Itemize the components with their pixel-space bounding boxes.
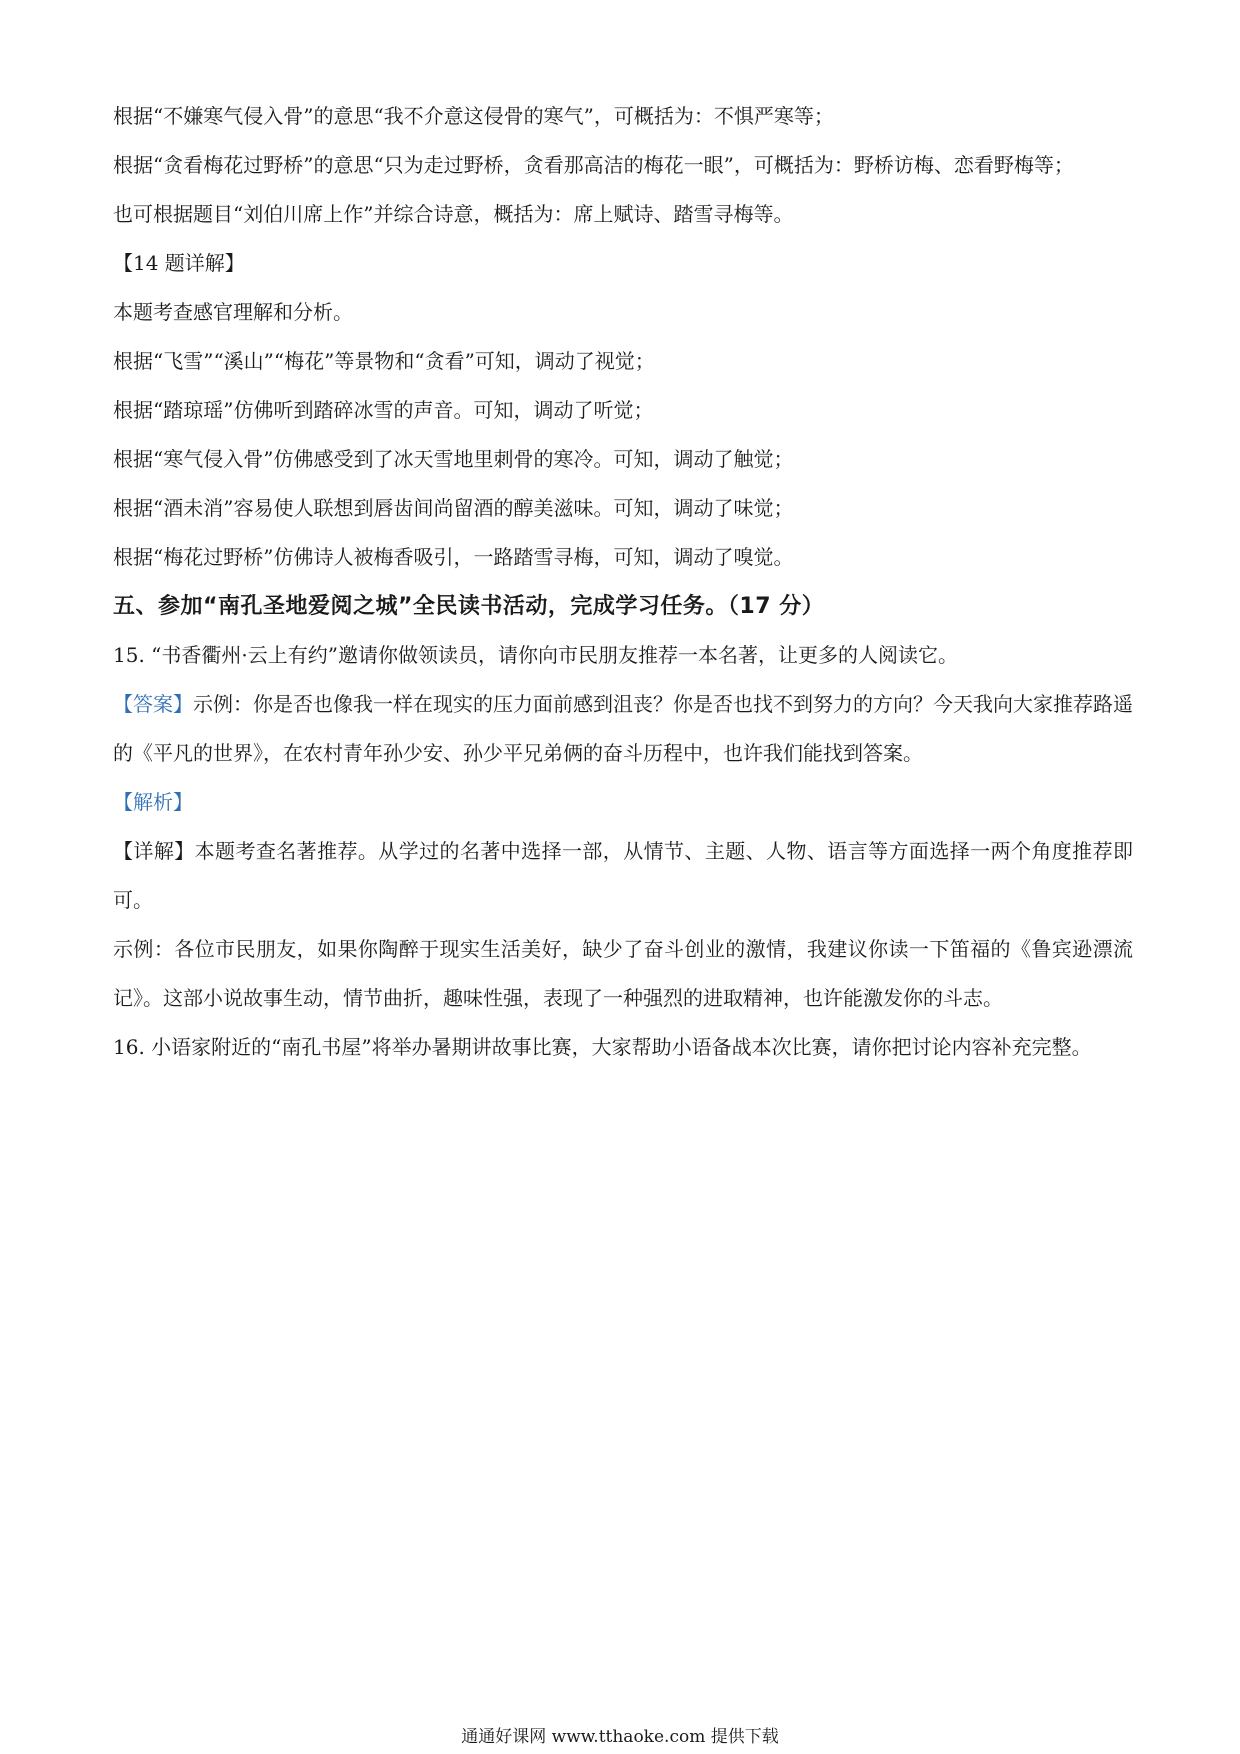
- text-line: 也可根据题目“刘伯川席上作”并综合诗意，概括为：席上赋诗、踏雪寻梅等。: [113, 202, 794, 226]
- answer-block: [113, 680, 1133, 778]
- analysis-tag: 【解析】: [113, 790, 193, 814]
- text-line: 根据“踏琼瑶”仿佛听到踏碎冰雪的声音。可知，调动了听觉；: [113, 398, 654, 422]
- example-paragraph: 示例：各位市民朋友，如果你陶醉于现实生活美好，缺少了奋斗创业的激情，我建议你读一下笛福的《鲁宾逊漂流记》。这部小说故事生动，情节曲折，趣味性强，表现了一种强烈的进取精神，也许能激发你的斗志。: [113, 937, 1133, 1010]
- text-line: 本题考查感官理解和分析。: [113, 300, 353, 324]
- text-line: 根据“不嫌寒气侵入骨”的意思“我不介意这侵骨的寒气”，可概括为：不惧严寒等；: [113, 104, 834, 128]
- page-footer: 通通好课网 www.tthaoke.com 提供下载: [461, 1727, 779, 1747]
- question-15: 15. “书香衢州·云上有约”邀请你做领读员，请你向市民朋友推荐一本名著，让更多的人阅读它。: [113, 643, 958, 667]
- question-16: 16. 小语家附近的“南孔书屋”将举办暑期讲故事比赛，大家帮助小语备战本次比赛，请你把讨论内容补充完整。: [113, 1035, 1092, 1059]
- detail-paragraph: 【详解】本题考查名著推荐。从学过的名著中选择一部，从情节、主题、人物、语言等方面选择一两个角度推荐即可。: [113, 839, 1133, 912]
- answer-tag: 【答案】: [113, 692, 193, 716]
- document-body: [113, 92, 1133, 1072]
- answer-text: 示例：你是否也像我一样在现实的压力面前感到沮丧？你是否也找不到努力的方向？今天我向大家推荐路遥的《平凡的世界》，在农村青年孙少安、孙少平兄弟俩的奋斗历程中，也许我们能找到答案。: [113, 692, 1133, 765]
- text-line: 根据“酒未消”容易使人联想到唇齿间尚留酒的醇美滋味。可知，调动了味觉；: [113, 496, 794, 520]
- text-line: 根据“梅花过野桥”仿佛诗人被梅香吸引，一路踏雪寻梅，可知，调动了嗅觉。: [113, 545, 794, 569]
- subsection-heading: 【14 题详解】: [113, 251, 245, 275]
- text-paragraph: 根据“贪看梅花过野桥”的意思“只为走过野桥，贪看那高洁的梅花一眼”，可概括为：野桥访梅、恋看野梅等；: [113, 153, 1074, 177]
- text-line: 根据“寒气侵入骨”仿佛感受到了冰天雪地里刺骨的寒冷。可知，调动了触觉；: [113, 447, 794, 471]
- text-line: 根据“飞雪”“溪山”“梅花”等景物和“贪看”可知，调动了视觉；: [113, 349, 655, 373]
- section-heading: 五、参加“南孔圣地爱阅之城”全民读书活动，完成学习任务。（17 分）: [113, 594, 825, 619]
